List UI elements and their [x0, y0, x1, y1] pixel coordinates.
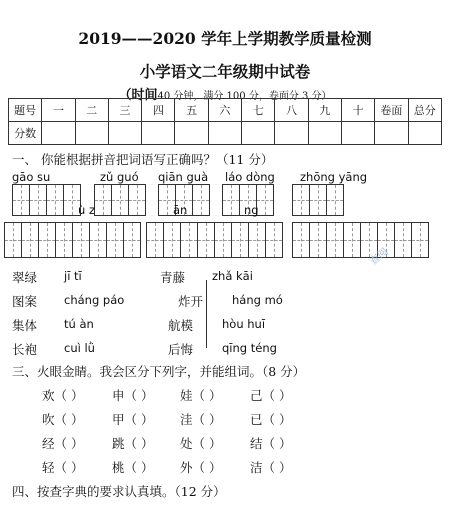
writing-cell[interactable]	[231, 222, 249, 258]
match-word: 炸开	[178, 294, 204, 309]
score-header-cell: 五	[175, 99, 208, 122]
char-item: 桃（ ）	[112, 460, 154, 475]
score-header-cell: 八	[275, 99, 308, 122]
char-item: 甲（ ）	[112, 412, 154, 427]
pinyin-label: láo dòng	[225, 170, 275, 184]
writing-cell[interactable]	[326, 184, 344, 216]
pinyin-label: qiān guà	[158, 170, 209, 184]
char-item: 洁（ ）	[250, 460, 292, 475]
writing-cell[interactable]	[214, 222, 232, 258]
score-input-cell[interactable]	[275, 122, 308, 145]
writing-cell[interactable]	[12, 184, 30, 216]
score-input-cell[interactable]	[75, 122, 108, 145]
pinyin-label: gāo su	[12, 170, 51, 184]
writing-cell[interactable]	[222, 184, 240, 216]
watermark-text: 查阅	[368, 246, 391, 268]
writing-cell[interactable]	[192, 184, 210, 216]
section1-heading: 一、 你能根据拼音把词语写正确吗？（11 分）	[12, 152, 274, 167]
char-item: 吹（ ）	[42, 412, 84, 427]
writing-cell[interactable]	[197, 222, 215, 258]
writing-cell[interactable]	[72, 222, 90, 258]
writing-cell[interactable]	[292, 222, 310, 258]
pinyin-fragment: ng	[244, 203, 259, 217]
writing-cell[interactable]	[248, 222, 266, 258]
match-pinyin: jī tī	[64, 269, 82, 283]
match-word: 航模	[168, 318, 194, 333]
char-item: 跳（ ）	[112, 436, 154, 451]
match-pinyin: qīng téng	[222, 341, 277, 355]
match-pinyin: háng mó	[232, 293, 283, 307]
pinyin-fragment: ù z	[78, 203, 95, 217]
writing-cell[interactable]	[265, 222, 283, 258]
writing-grid[interactable]	[12, 184, 80, 216]
writing-cell[interactable]	[292, 184, 310, 216]
exam-title: 2019——2020 学年上学期教学质量检测	[78, 29, 372, 48]
writing-grid[interactable]	[4, 222, 140, 258]
score-input-cell[interactable]	[242, 122, 275, 145]
score-input-cell[interactable]	[375, 122, 408, 145]
score-header-cell: 十	[341, 99, 374, 122]
pinyin-label: zǔ guó	[100, 170, 139, 184]
char-item: 已（ ）	[250, 412, 292, 427]
pinyin-fragment: ān	[173, 203, 188, 217]
score-input-cell[interactable]	[408, 122, 441, 145]
section4-heading: 四、按查字典的要求认真填。（12 分）	[12, 484, 226, 499]
writing-cell[interactable]	[146, 222, 164, 258]
writing-cell[interactable]	[21, 222, 39, 258]
meta-time-label: （时间	[118, 88, 158, 103]
pinyin-label: zhōng yāng	[300, 170, 368, 184]
writing-cell[interactable]	[106, 222, 124, 258]
match-pinyin: tú àn	[64, 317, 94, 331]
writing-cell[interactable]	[4, 222, 22, 258]
char-item: 外（ ）	[180, 460, 222, 475]
match-word: 长袍	[12, 342, 38, 357]
score-input-cell[interactable]	[42, 122, 75, 145]
writing-grid[interactable]	[146, 222, 282, 258]
score-header-cell: 七	[242, 99, 275, 122]
score-row-label: 分数	[9, 122, 42, 145]
section3-heading: 三、火眼金睛。我会区分下列字，并能组词。（8 分）	[12, 364, 306, 379]
char-item: 娃（ ）	[180, 388, 222, 403]
match-word: 后悔	[168, 342, 194, 357]
score-header-cell: 题号	[9, 99, 42, 122]
score-header-cell: 六	[208, 99, 241, 122]
writing-cell[interactable]	[343, 222, 361, 258]
char-item: 经（ ）	[42, 436, 84, 451]
score-header-cell: 二	[75, 99, 108, 122]
score-input-cell[interactable]	[108, 122, 141, 145]
writing-cell[interactable]	[123, 222, 141, 258]
writing-cell[interactable]	[89, 222, 107, 258]
char-item: 洼（ ）	[180, 412, 222, 427]
match-pinyin: cháng páo	[64, 293, 125, 307]
writing-cell[interactable]	[411, 222, 429, 258]
writing-cell[interactable]	[256, 184, 274, 216]
score-header-cell: 九	[308, 99, 341, 122]
score-input-cell[interactable]	[341, 122, 374, 145]
match-pinyin: hòu huī	[222, 317, 266, 331]
score-header-cell: 卷面	[375, 99, 408, 122]
match-word: 图案	[12, 294, 38, 309]
char-item: 申（ ）	[112, 388, 154, 403]
match-word: 翠绿	[12, 270, 38, 285]
writing-cell[interactable]	[394, 222, 412, 258]
char-item: 己（ ）	[250, 388, 292, 403]
writing-cell[interactable]	[309, 184, 327, 216]
score-input-cell[interactable]	[208, 122, 241, 145]
meta-rest: 40 分钟，满分 100 分，卷面分 3 分）	[157, 91, 332, 102]
writing-grid[interactable]	[292, 222, 428, 258]
writing-cell[interactable]	[128, 184, 146, 216]
score-header-row	[9, 99, 442, 122]
score-header-cell: 一	[42, 99, 75, 122]
match-word: 集体	[12, 318, 38, 333]
score-value-row	[9, 122, 442, 145]
exam-subtitle: 小学语文二年级期中试卷	[139, 62, 311, 81]
score-header-cell: 三	[108, 99, 141, 122]
char-item: 轻（ ）	[42, 460, 84, 475]
writing-grid[interactable]	[94, 184, 145, 216]
writing-cell[interactable]	[180, 222, 198, 258]
score-input-cell[interactable]	[175, 122, 208, 145]
char-item: 欢（ ）	[42, 388, 84, 403]
writing-grid[interactable]	[292, 184, 343, 216]
writing-cell[interactable]	[46, 184, 64, 216]
score-input-cell[interactable]	[308, 122, 341, 145]
writing-cell[interactable]	[326, 222, 344, 258]
score-input-cell[interactable]	[142, 122, 175, 145]
score-table	[8, 98, 442, 145]
writing-cell[interactable]	[94, 184, 112, 216]
score-header-cell: 总分	[408, 99, 441, 122]
writing-cell[interactable]	[55, 222, 73, 258]
match-word: 青藤	[160, 270, 186, 285]
match-pinyin: cuì lǜ	[64, 341, 95, 355]
writing-cell[interactable]	[38, 222, 56, 258]
score-header-cell: 四	[142, 99, 175, 122]
matching-divider	[206, 280, 207, 348]
writing-cell[interactable]	[309, 222, 327, 258]
writing-cell[interactable]	[111, 184, 129, 216]
writing-cell[interactable]	[29, 184, 47, 216]
char-item: 结（ ）	[250, 436, 292, 451]
match-pinyin: zhǎ kāi	[212, 269, 253, 283]
writing-cell[interactable]	[163, 222, 181, 258]
char-item: 处（ ）	[180, 436, 222, 451]
